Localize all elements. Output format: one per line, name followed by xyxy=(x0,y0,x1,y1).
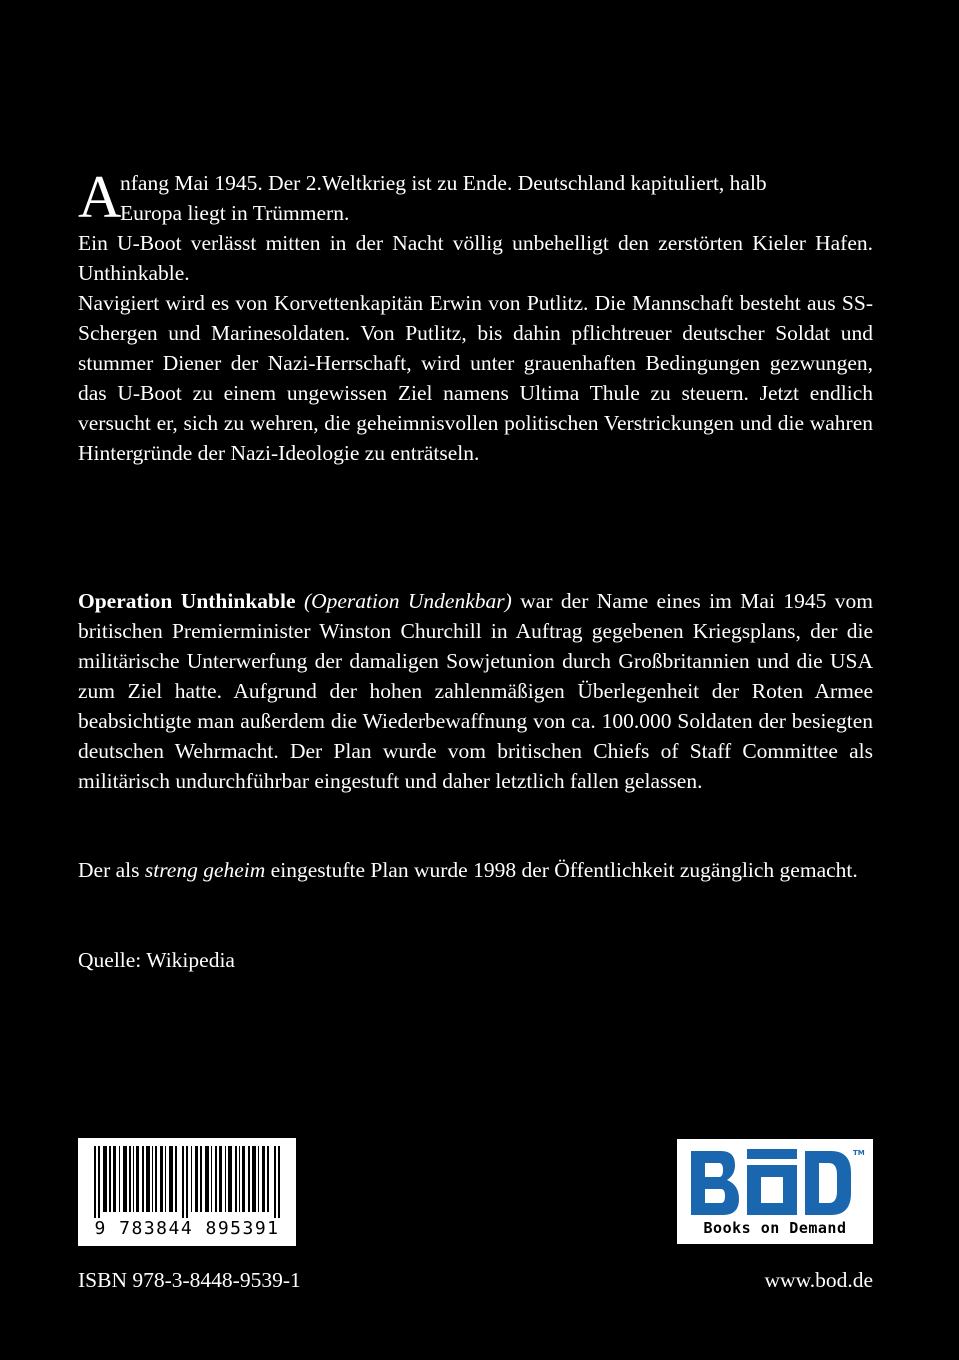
source-text: Quelle: Wikipedia xyxy=(78,948,235,972)
publisher-logo xyxy=(677,1139,873,1244)
intro-second-line: Europa liegt in Trümmern. xyxy=(120,201,350,225)
source-line xyxy=(78,945,873,975)
intro-first-line: nfang Mai 1945. Der 2.Weltkrieg ist zu Ende. Deutschland kapituliert, halb xyxy=(120,171,767,195)
isbn-barcode xyxy=(78,1138,296,1246)
publication-suffix: eingestufte Plan wurde 1998 der Öffentlichkeit zugänglich gemacht. xyxy=(270,858,858,882)
history-paragraph xyxy=(78,586,873,796)
history-section xyxy=(78,586,873,796)
publication-paragraph xyxy=(78,855,873,885)
publication-section xyxy=(78,855,873,885)
dropcap-letter: A xyxy=(78,164,122,230)
publication-prefix: Der als xyxy=(78,858,140,882)
intro-paragraph-2: Ein U-Boot verlässt mitten in der Nacht völlig unbehelligt den zerstörten Kieler Hafen. Unthinkable. xyxy=(78,231,873,285)
blurb-intro xyxy=(78,164,873,468)
operation-name: Operation Unthinkable xyxy=(78,589,296,613)
history-body: war der Name eines im Mai 1945 vom britischen Premierminister Winston Churchill in Auftrag gegebenen Kriegsplans, der die militärische Unterwerfung der damaligen Sowjetunion durch Großbritannien und die USA zum Ziel hatte. Aufgrund der hohen zahlenmäßigen Überlegenheit der Roten Armee beabsichtigte man außerdem die Wiederbewaffnung von ca. 100.000 Soldaten der besiegten deutschen Wehrmacht. Der Plan wurde vom britischen Chiefs of Staff Committee als militärisch undurchführbar eingestuft und daher letztlich fallen gelassen. xyxy=(78,589,874,793)
bod-logo-mark xyxy=(685,1145,865,1223)
operation-german-name: (Operation Undenkbar) xyxy=(303,589,512,613)
barcode-bars-graphic xyxy=(92,1146,282,1218)
intro-paragraph-3: Navigiert wird es von Korvettenkapitän Erwin von Putlitz. Die Mannschaft besteht aus SS-Schergen und Marinesoldaten. Von Putlitz, bis dahin pflichtreuer deutscher Soldat und stummer Diener der Nazi-Herrschaft, wird unter grauenhaften Bedingungen gezwungen, das U-Boot zu einem ungewissen Ziel namens Ultima Thule zu steuern. Jetzt endlich versucht er, sich zu wehren, die geheimnisvollen politischen Verstrickungen und die wahren Hintergründe der Nazi-Ideologie zu enträtseln. xyxy=(78,291,873,465)
barcode-digits: 9 783844 895391 xyxy=(94,1218,280,1239)
isbn-number: ISBN 978-3-8448-9539-1 xyxy=(78,1268,301,1292)
publication-italic: streng geheim xyxy=(144,858,266,882)
bod-trademark: TM xyxy=(853,1149,865,1157)
intro-paragraph-1 xyxy=(78,164,873,230)
bod-tagline: Books on Demand xyxy=(703,1219,847,1237)
publisher-website: www.bod.de xyxy=(764,1268,873,1292)
